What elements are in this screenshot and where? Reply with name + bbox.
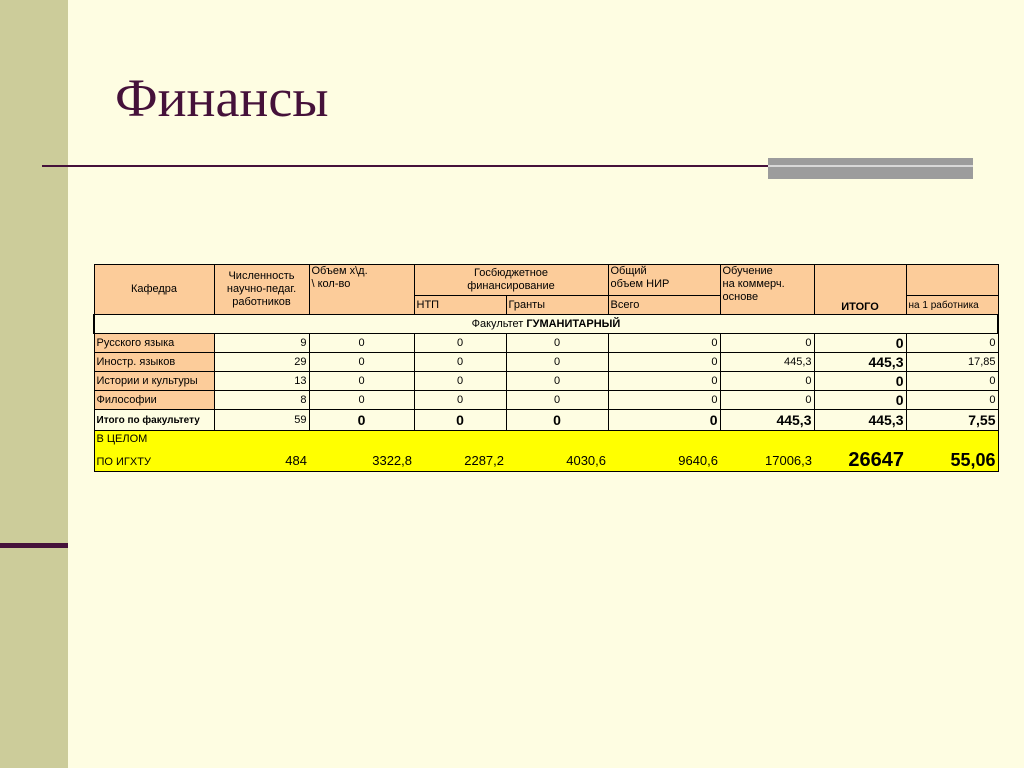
left-sidebar-decoration bbox=[0, 0, 68, 768]
header-row-1 bbox=[94, 265, 998, 296]
cell-xd: 0 bbox=[309, 372, 414, 391]
dept-name: Философии bbox=[94, 391, 214, 410]
cell-commercial: 445,3 bbox=[720, 353, 814, 372]
cell-nir: 0 bbox=[608, 372, 720, 391]
title-gray-bar bbox=[768, 158, 973, 179]
table-row bbox=[94, 372, 998, 391]
cell-total: 0 bbox=[814, 334, 906, 353]
slide-title: Финансы bbox=[115, 68, 329, 128]
cell-commercial: 0 bbox=[720, 334, 814, 353]
cell-per-worker: 17,85 bbox=[906, 353, 998, 372]
cell-nir: 0 bbox=[608, 353, 720, 372]
header-staff-line3: работников bbox=[232, 296, 291, 308]
header-staff bbox=[214, 265, 309, 315]
cell-nir: 0 bbox=[608, 334, 720, 353]
cell-grants: 0 bbox=[506, 391, 608, 410]
overall-label-line1: В ЦЕЛОМ bbox=[96, 433, 148, 445]
cell-staff: 9 bbox=[214, 334, 309, 353]
header-nir bbox=[608, 265, 720, 296]
faculty-name: ГУМАНИТАРНЫЙ bbox=[526, 317, 621, 330]
cell-xd: 0 bbox=[309, 334, 414, 353]
faculty-title bbox=[94, 315, 998, 334]
total-per-worker: 7,55 bbox=[906, 410, 998, 431]
overall-nir: 9640,6 bbox=[608, 431, 720, 472]
total-ntp: 0 bbox=[414, 410, 506, 431]
header-xd-volume bbox=[309, 265, 414, 315]
overall-label bbox=[94, 431, 214, 472]
cell-total: 445,3 bbox=[814, 353, 906, 372]
cell-staff: 8 bbox=[214, 391, 309, 410]
cell-nir: 0 bbox=[608, 391, 720, 410]
overall-label-line2: ПО ИГХТУ bbox=[96, 456, 151, 468]
sidebar-accent-line bbox=[0, 543, 68, 548]
cell-staff: 13 bbox=[214, 372, 309, 391]
cell-grants: 0 bbox=[506, 334, 608, 353]
faculty-row bbox=[94, 315, 998, 334]
header-gosbudget-line1: Госбюджетное bbox=[473, 267, 549, 279]
header-xd-line2: \ кол-во bbox=[311, 278, 351, 290]
header-itogo: ИТОГО bbox=[814, 265, 906, 315]
faculty-total-row bbox=[94, 410, 998, 431]
overall-ntp: 2287,2 bbox=[414, 431, 506, 472]
header-per-worker: на 1 работника bbox=[906, 296, 998, 315]
cell-per-worker: 0 bbox=[906, 372, 998, 391]
total-xd: 0 bbox=[309, 410, 414, 431]
cell-ntp: 0 bbox=[414, 334, 506, 353]
overall-per-worker: 55,06 bbox=[906, 431, 998, 472]
cell-ntp: 0 bbox=[414, 372, 506, 391]
total-nir: 0 bbox=[608, 410, 720, 431]
overall-xd: 3322,8 bbox=[309, 431, 414, 472]
cell-ntp: 0 bbox=[414, 353, 506, 372]
cell-per-worker: 0 bbox=[906, 391, 998, 410]
header-commercial-line1: Обучение bbox=[722, 265, 773, 277]
dept-name: Иностр. языков bbox=[94, 353, 214, 372]
cell-ntp: 0 bbox=[414, 391, 506, 410]
cell-xd: 0 bbox=[309, 391, 414, 410]
header-commercial-line2: на коммерч. bbox=[722, 278, 785, 290]
dept-name: Русского языка bbox=[94, 334, 214, 353]
cell-grants: 0 bbox=[506, 353, 608, 372]
title-gray-bar-line bbox=[768, 165, 973, 167]
header-nir-line2: объем НИР bbox=[610, 278, 670, 290]
cell-grants: 0 bbox=[506, 372, 608, 391]
header-commercial bbox=[720, 265, 814, 315]
header-ntp: НТП bbox=[414, 296, 506, 315]
header-gosbudget bbox=[414, 265, 608, 296]
overall-row bbox=[94, 431, 998, 472]
cell-total: 0 bbox=[814, 391, 906, 410]
total-commercial: 445,3 bbox=[720, 410, 814, 431]
header-nir-line1: Общий bbox=[610, 265, 647, 277]
table-row bbox=[94, 391, 998, 410]
table-row bbox=[94, 334, 998, 353]
cell-commercial: 0 bbox=[720, 372, 814, 391]
dept-name: Истории и культуры bbox=[94, 372, 214, 391]
cell-commercial: 0 bbox=[720, 391, 814, 410]
header-commercial-line3: основе bbox=[722, 291, 759, 303]
header-gosbudget-line2: финансирование bbox=[467, 280, 555, 292]
header-per-worker-empty bbox=[906, 265, 998, 296]
cell-per-worker: 0 bbox=[906, 334, 998, 353]
total-grants: 0 bbox=[506, 410, 608, 431]
header-vsego: Всего bbox=[608, 296, 720, 315]
overall-commercial: 17006,3 bbox=[720, 431, 814, 472]
overall-grants: 4030,6 bbox=[506, 431, 608, 472]
cell-staff: 29 bbox=[214, 353, 309, 372]
header-grants: Гранты bbox=[506, 296, 608, 315]
faculty-total-label: Итого по факультету bbox=[94, 410, 214, 431]
header-kafedra: Кафедра bbox=[94, 265, 214, 315]
total-staff: 59 bbox=[214, 410, 309, 431]
total-total: 445,3 bbox=[814, 410, 906, 431]
header-staff-line1: Численность bbox=[228, 270, 295, 282]
overall-total: 26647 bbox=[814, 431, 906, 472]
finance-table bbox=[93, 264, 999, 472]
overall-staff: 484 bbox=[214, 431, 309, 472]
cell-xd: 0 bbox=[309, 353, 414, 372]
cell-total: 0 bbox=[814, 372, 906, 391]
faculty-prefix: Факультет bbox=[471, 317, 524, 330]
header-xd-line1: Объем х\д. bbox=[311, 265, 368, 277]
table-row bbox=[94, 353, 998, 372]
header-staff-line2: научно-педаг. bbox=[226, 283, 297, 295]
